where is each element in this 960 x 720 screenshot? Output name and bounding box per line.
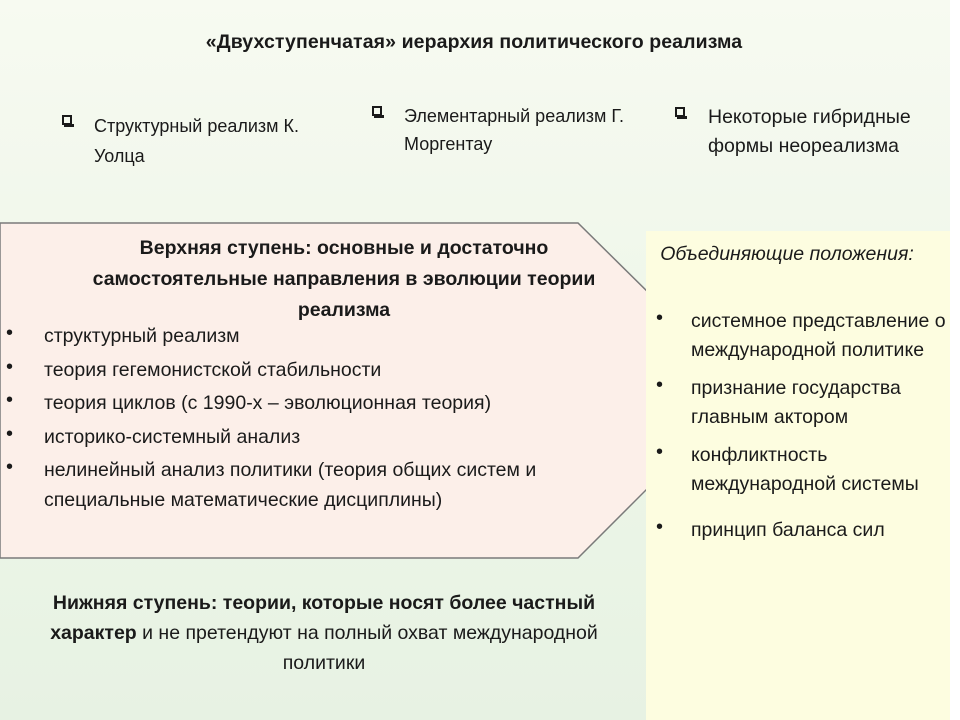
list-item: • системное представление о международной политике: [646, 307, 946, 364]
checkbox-bullet-icon: [372, 106, 382, 116]
upper-level-list: [0, 321, 650, 519]
lower-level-rest: и не претендуют на полный охват международной политики: [136, 622, 598, 674]
unifying-provisions-heading: Объединяющие положения:: [660, 243, 914, 265]
list-item: • теория гегемонистской стабильности: [0, 355, 650, 385]
list-item: • конфликтность международной системы: [646, 441, 946, 498]
upper-level: [0, 222, 660, 558]
list-item: • историко-системный анализ: [0, 422, 650, 452]
column-label: Элементарный реализм Г. Моргентау: [404, 106, 624, 154]
column-label: Некоторые гибридные формы неореализма: [708, 106, 911, 157]
unifying-provisions-list: [646, 307, 946, 555]
lower-level-bold: Нижняя ступень: теории, которые носят более частный характер: [50, 592, 596, 644]
list-item: • признание государства главным актором: [646, 374, 946, 431]
checkbox-bullet-icon: [62, 115, 72, 125]
list-item: • нелинейный анализ политики (теория общих систем и специальные математические дисциплины): [0, 455, 650, 515]
list-item: • принцип баланса сил: [646, 516, 946, 545]
slide-title: «Двухступенчатая» иерархия политического реализма: [205, 31, 743, 53]
checkbox-bullet-icon: [675, 107, 685, 117]
list-item: • теория циклов (с 1990-х – эволюционная теория): [0, 388, 650, 418]
list-item: • структурный реализм: [0, 321, 650, 351]
upper-level-heading: Верхняя ступень: основные и достаточно самостоятельные направления в эволюции теории реализма: [92, 237, 596, 321]
column-label: Структурный реализм К. Уолца: [94, 116, 300, 166]
unifying-provisions-panel: [646, 231, 950, 720]
lower-level-text: [24, 588, 624, 678]
